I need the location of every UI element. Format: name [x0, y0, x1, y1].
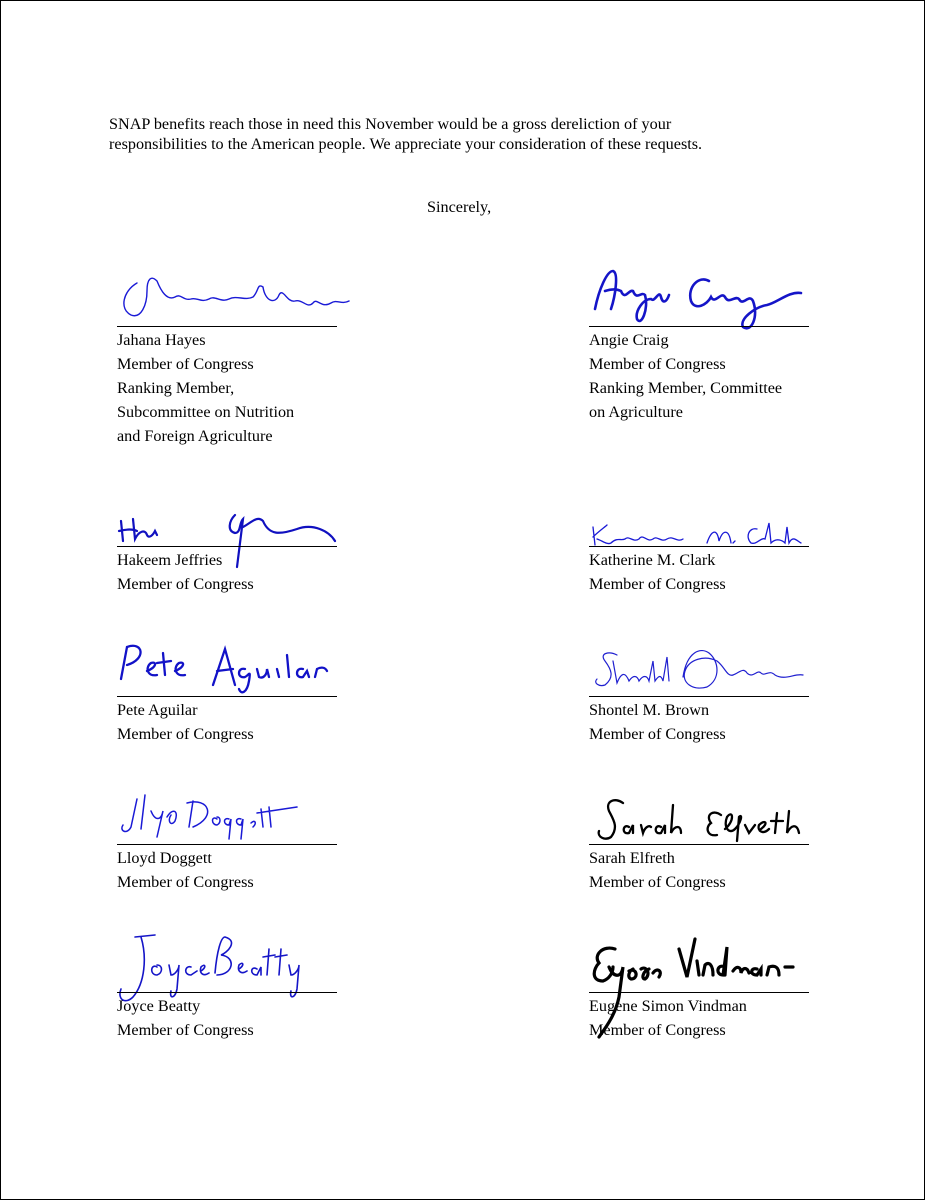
signer-name: Joyce Beatty: [117, 997, 201, 1015]
signer-name: Angie Craig: [589, 331, 669, 349]
signer-role: on Agriculture: [589, 403, 683, 421]
signer-title: Member of Congress: [589, 1021, 726, 1039]
signature-clark: [589, 501, 829, 551]
signature-line: [589, 844, 809, 845]
signature-aguilar: [117, 631, 357, 701]
signature-hayes: [117, 261, 357, 327]
signer-title: Member of Congress: [117, 725, 254, 743]
signer-details: [589, 994, 747, 1042]
signer-details: [117, 698, 254, 746]
signature-brown: [589, 631, 829, 701]
signature-line: [117, 844, 337, 845]
signer-details: [117, 328, 294, 448]
signer-role: Ranking Member, Committee: [589, 379, 783, 397]
signature-elfreth: [589, 781, 829, 851]
signer-title: Member of Congress: [589, 725, 726, 743]
signer-details: [589, 548, 726, 596]
signature-line: [589, 546, 809, 547]
letter-closing: Sincerely,: [427, 198, 492, 216]
signer-title: Member of Congress: [117, 575, 254, 593]
signature-line: [589, 696, 809, 697]
signer-title: Member of Congress: [589, 355, 726, 373]
signature-line: [589, 326, 809, 327]
signer-title: Member of Congress: [589, 575, 726, 593]
signer-details: [589, 328, 782, 424]
signer-details: [117, 994, 254, 1042]
signer-title: Member of Congress: [117, 355, 254, 373]
signer-name: Sarah Elfreth: [589, 849, 675, 867]
signer-role: Ranking Member,: [117, 379, 235, 397]
signer-name: Lloyd Doggett: [117, 849, 212, 867]
signature-line: [117, 992, 337, 993]
signer-details: [117, 548, 254, 596]
signer-details: [589, 698, 726, 746]
paragraph-line: SNAP benefits reach those in need this November would be a gross dereliction of your: [109, 115, 672, 133]
signer-name: Pete Aguilar: [117, 701, 198, 719]
signature-line: [117, 546, 337, 547]
signer-name: Katherine M. Clark: [589, 551, 716, 569]
signature-doggett: [117, 781, 357, 851]
signer-title: Member of Congress: [117, 873, 254, 891]
signer-name: Jahana Hayes: [117, 331, 206, 349]
signer-role: and Foreign Agriculture: [117, 427, 273, 445]
signature-line: [117, 696, 337, 697]
signer-name: Eugene Simon Vindman: [589, 997, 747, 1015]
signer-title: Member of Congress: [117, 1021, 254, 1039]
closing-paragraph: [109, 114, 702, 154]
signer-title: Member of Congress: [589, 873, 726, 891]
signer-name: Shontel M. Brown: [589, 701, 710, 719]
signer-details: [589, 846, 726, 894]
signer-details: [117, 846, 254, 894]
signer-role: Subcommittee on Nutrition: [117, 403, 295, 421]
signer-name: Hakeem Jeffries: [117, 551, 223, 569]
signature-line: [589, 992, 809, 993]
paragraph-line: responsibilities to the American people. We appreciate your consideration of these requests.: [109, 135, 703, 153]
signature-line: [117, 326, 337, 327]
